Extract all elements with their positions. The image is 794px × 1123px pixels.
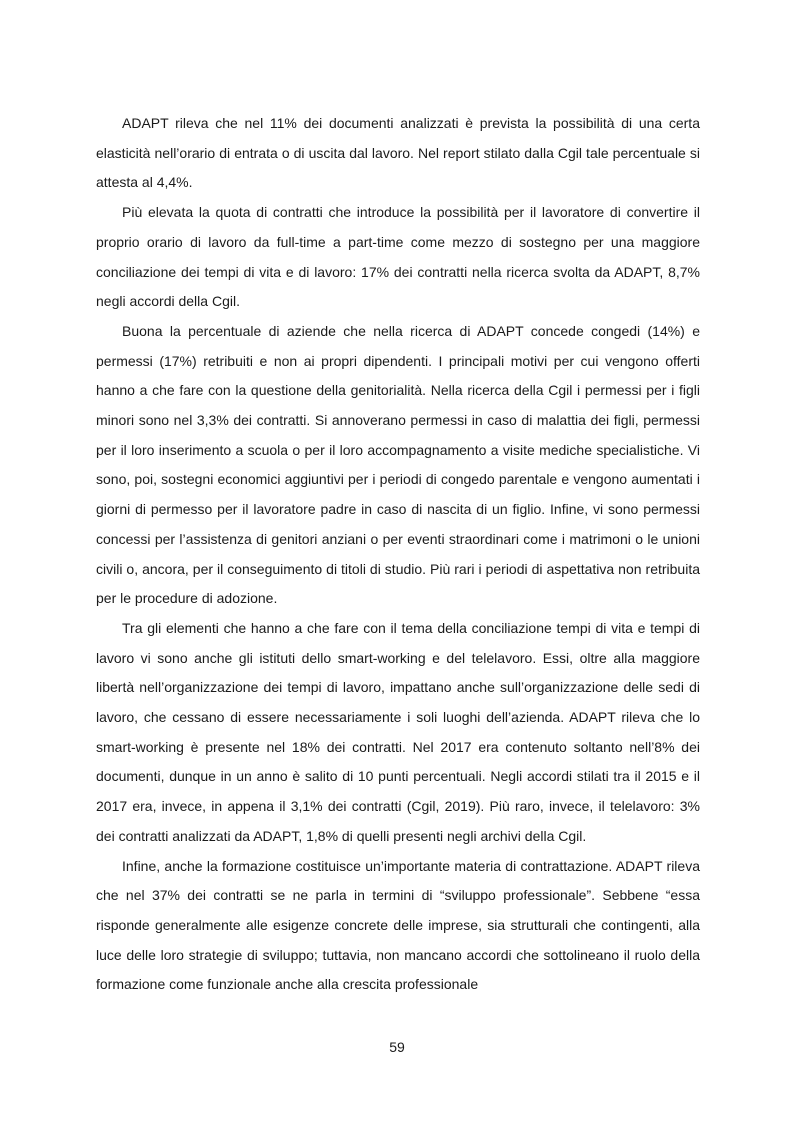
paragraph-flexible-hours: ADAPT rileva che nel 11% dei documenti analizzati è prevista la possibilità di una certa elasticità nell’orario di entrata o di uscita dal lavoro. Nel report stilato dalla Cgil tale percentuale si attesta al 4,4%. [96, 115, 700, 191]
paragraph-smart-working: Tra gli elementi che hanno a che fare con il tema della conciliazione tempi di vita e tempi di lavoro vi sono anche gli istituti dello smart-working e del telelavoro. Essi, oltre alla maggiore libertà nell’organizzazione dei tempi di lavoro, impattano anche sull’organizzazione delle sedi di lavoro, che cessano di essere necessariamente i soli luoghi dell’azienda. ADAPT rileva che lo smart-working è presente nel 18% dei contratti. Nel 2017 era contenuto soltanto nell’8% dei documenti, dunque in un anno è salito di 10 punti percentuali. Negli accordi stilati tra il 2015 e il 2017 era, invece, in appena il 3,1% dei contratti (Cgil, 2019). Più raro, invece, il telelavoro: 3% dei contratti analizzati da ADAPT, 1,8% di quelli presenti negli archivi della Cgil. [96, 619, 700, 844]
page-number: 59 [389, 1039, 405, 1055]
paragraph-leave-permits: Buona la percentuale di aziende che nella ricerca di ADAPT concede congedi (14%) e permessi (17%) retribuiti e non ai propri dipendenti. I principali motivi per cui vengono offerti hanno a che fare con la questione della genitorialità. Nella ricerca della Cgil i permessi per i figli minori sono nel 3,3% dei contratti. Si annoverano permessi in caso di malattia dei figli, permessi per il loro inserimento a scuola o per il loro accompagnamento a visite mediche specialistiche. Vi sono, poi, sostegni economici aggiuntivi per i periodi di congedo parentale e vengono aumentati i giorni di permesso per il lavoratore padre in caso di nascita di un figlio. Infine, vi sono permessi concessi per l’assistenza di genitori anziani o per eventi straordinari come i matrimoni o le unioni civili o, ancora, per il conseguimento di titoli di studio. Più rari i periodi di aspettativa non retribuita per le procedure di adozione. [96, 322, 700, 607]
paragraph-training: Infine, anche la formazione costituisce un’importante materia di contrattazione. ADAPT rileva che nel 37% dei contratti se ne parla in termini di “sviluppo professionale”. Sebbene “essa risponde generalmente alle esigenze concrete delle imprese, sia strutturali che contingenti, alla luce delle loro strategie di sviluppo; tuttavia, non mancano accordi che sottolineano il ruolo della formazione come funzionale anche alla crescita professionale [96, 857, 700, 993]
paragraph-part-time: Più elevata la quota di contratti che introduce la possibilità per il lavoratore di convertire il proprio orario di lavoro da full-time a part-time come mezzo di sostegno per una maggiore conciliazione dei tempi di vita e di lavoro: 17% dei contratti nella ricerca svolta da ADAPT, 8,7% negli accordi della Cgil. [96, 204, 700, 310]
document-body [96, 109, 700, 1000]
